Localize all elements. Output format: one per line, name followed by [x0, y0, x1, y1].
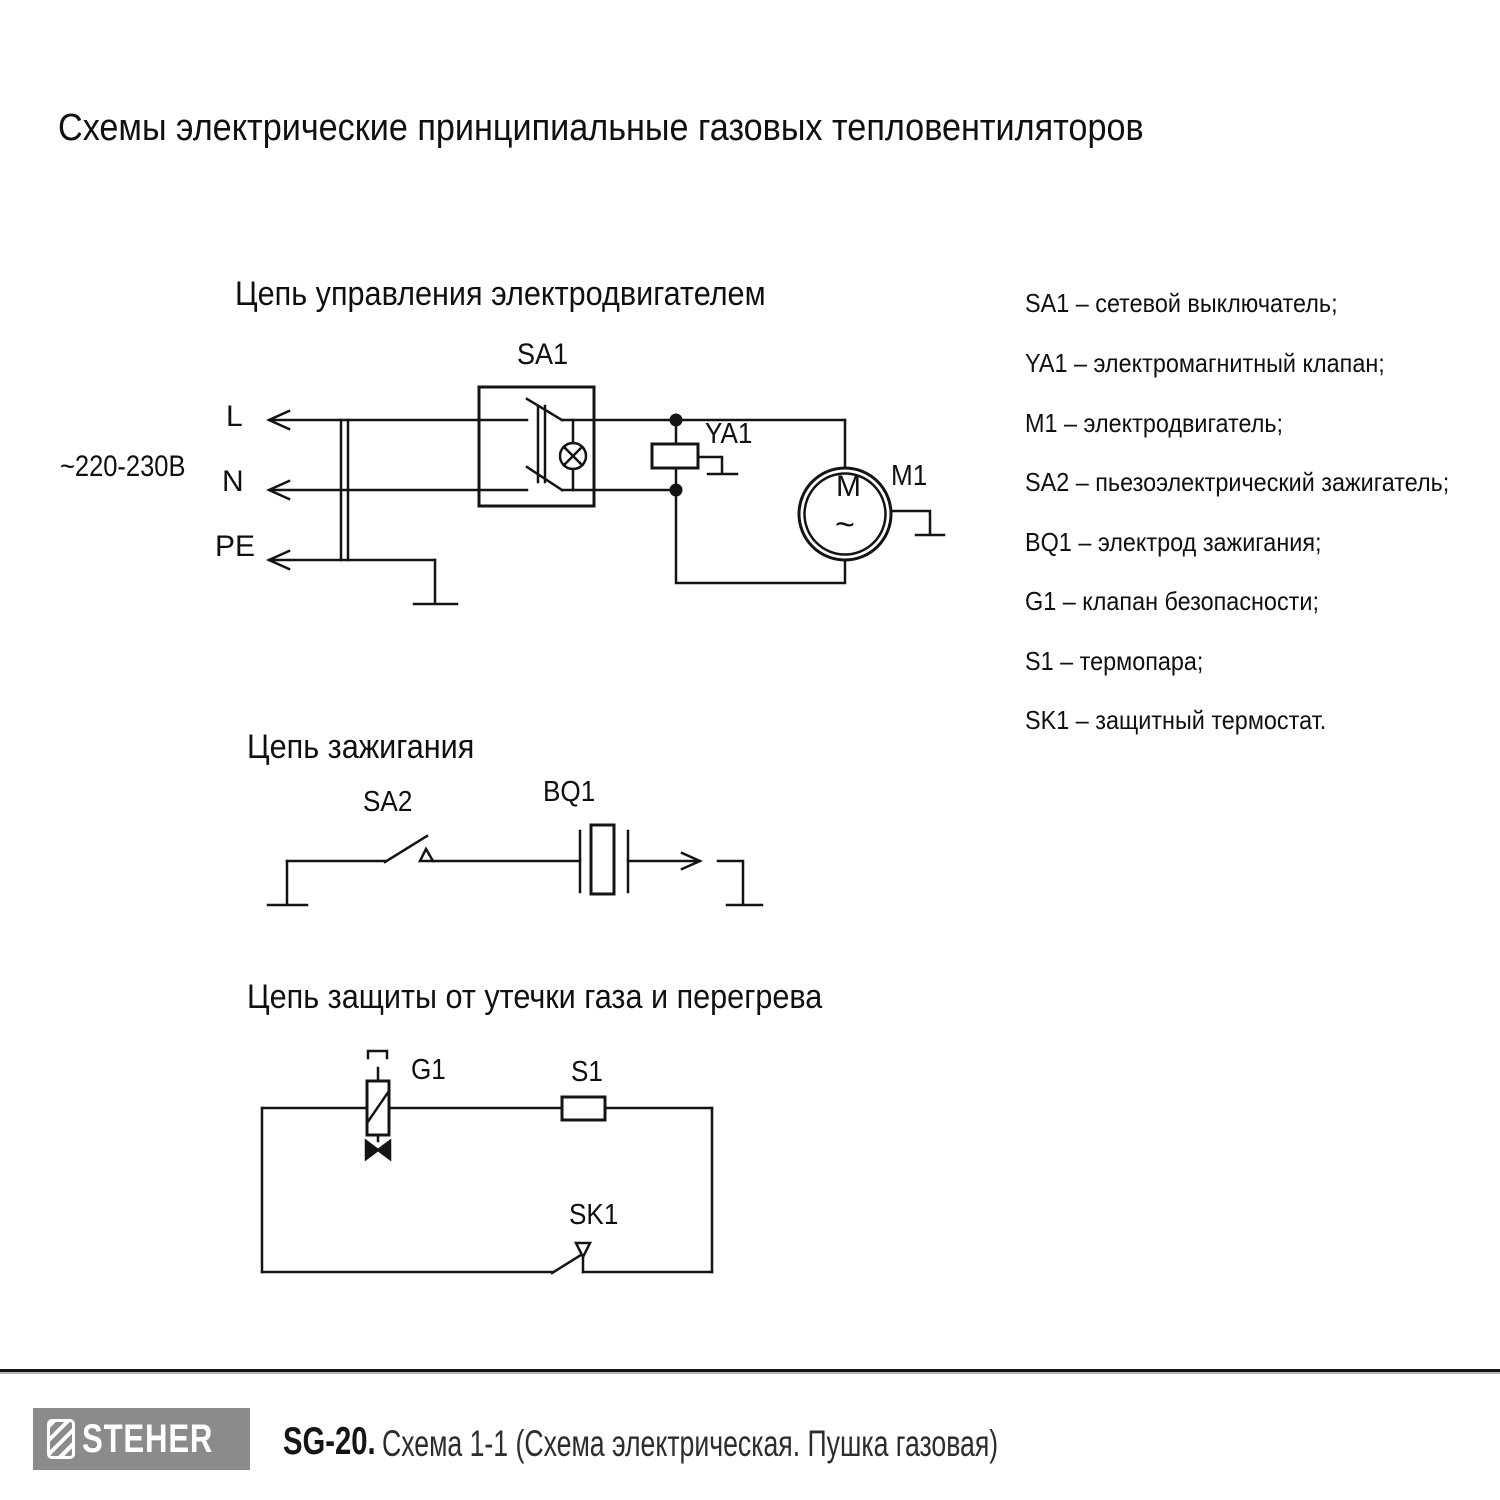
sa2-ground-icon: [268, 861, 307, 905]
g1-safety-valve-symbol: [366, 1051, 390, 1159]
g1-label: G1: [411, 1054, 446, 1086]
sa1-switch-symbol: [479, 387, 594, 506]
sk1-contact-icon: [576, 1243, 590, 1257]
legend-item-ya1: YA1 – электромагнитный клапан;: [1025, 348, 1385, 378]
ya1-coil: [652, 444, 698, 468]
g1-thermo-probe-icon: [368, 1051, 387, 1081]
terminal-n-label: N: [222, 465, 244, 498]
legend-item-s1: S1 – термопара;: [1025, 646, 1204, 676]
s1-thermocouple-body: [562, 1097, 605, 1120]
sk1-label: SK1: [569, 1199, 619, 1231]
legend-item-bq1: BQ1 – электрод зажигания;: [1025, 527, 1322, 557]
pe-ground-icon: [414, 560, 457, 604]
motor-ground-icon: [891, 511, 944, 535]
circuit3-title: Цепь защиты от утечки газа и перегрева: [247, 978, 823, 1016]
sa2-label: SA2: [363, 786, 413, 818]
g1-valve-icon: [366, 1141, 390, 1159]
legend-item-sk1: SK1 – защитный термостат.: [1025, 705, 1327, 735]
legend-item-sa2: SA2 – пьезоэлектрический зажигатель;: [1025, 467, 1450, 497]
sk1-blade: [552, 1255, 581, 1273]
circuit3-loop: [262, 1108, 712, 1272]
brand-name: STEHER: [81, 1416, 213, 1461]
sa1-mech-link: [538, 406, 545, 482]
sk1-thermostat-symbol: [552, 1243, 590, 1273]
bq1-piezo-body: [591, 825, 614, 894]
motor-ac-sign: ~: [835, 506, 855, 544]
m1-label: M1: [891, 460, 928, 492]
spark-gap-ground-icon: [718, 861, 762, 905]
ya1-ground-icon: [700, 457, 737, 474]
legend-item-m1: M1 – электродвигатель;: [1025, 408, 1284, 438]
ya1-label: YA1: [705, 418, 753, 450]
terminal-l-label: L: [226, 400, 243, 433]
footer-model: SG-20.: [283, 1420, 376, 1463]
brand-logo: [33, 1408, 250, 1470]
circuit2-title: Цепь зажигания: [247, 728, 475, 766]
sa2-button-icon: [420, 849, 433, 861]
footer-divider-shadow: [0, 1372, 1500, 1374]
legend-item-g1: G1 – клапан безопасности;: [1025, 586, 1319, 616]
circuit1-title: Цепь управления электродвигателем: [235, 275, 766, 313]
g1-diagonal: [367, 1091, 389, 1123]
footer-caption: Схема 1-1 (Схема электрическая. Пушка газовая): [382, 1423, 999, 1464]
page-title: Схемы электрические принципиальные газовых тепловентиляторов: [58, 107, 1144, 149]
bq1-label: BQ1: [543, 776, 596, 808]
motor-return-wire: [676, 490, 845, 583]
steher-logo-icon: [47, 1419, 75, 1459]
s1-label: S1: [571, 1056, 603, 1088]
sa1-lamp-cross: [564, 447, 582, 465]
circuit1-wiring: [562, 414, 845, 497]
motor-letter: M: [836, 470, 861, 503]
legend-item-sa1: SA1 – сетевой выключатель;: [1025, 288, 1338, 318]
circuit2-ignition: [268, 825, 762, 905]
supply-voltage-label: ~220-230В: [60, 450, 186, 483]
sa1-label: SA1: [517, 338, 569, 371]
terminal-pe-label: PE: [215, 530, 256, 563]
